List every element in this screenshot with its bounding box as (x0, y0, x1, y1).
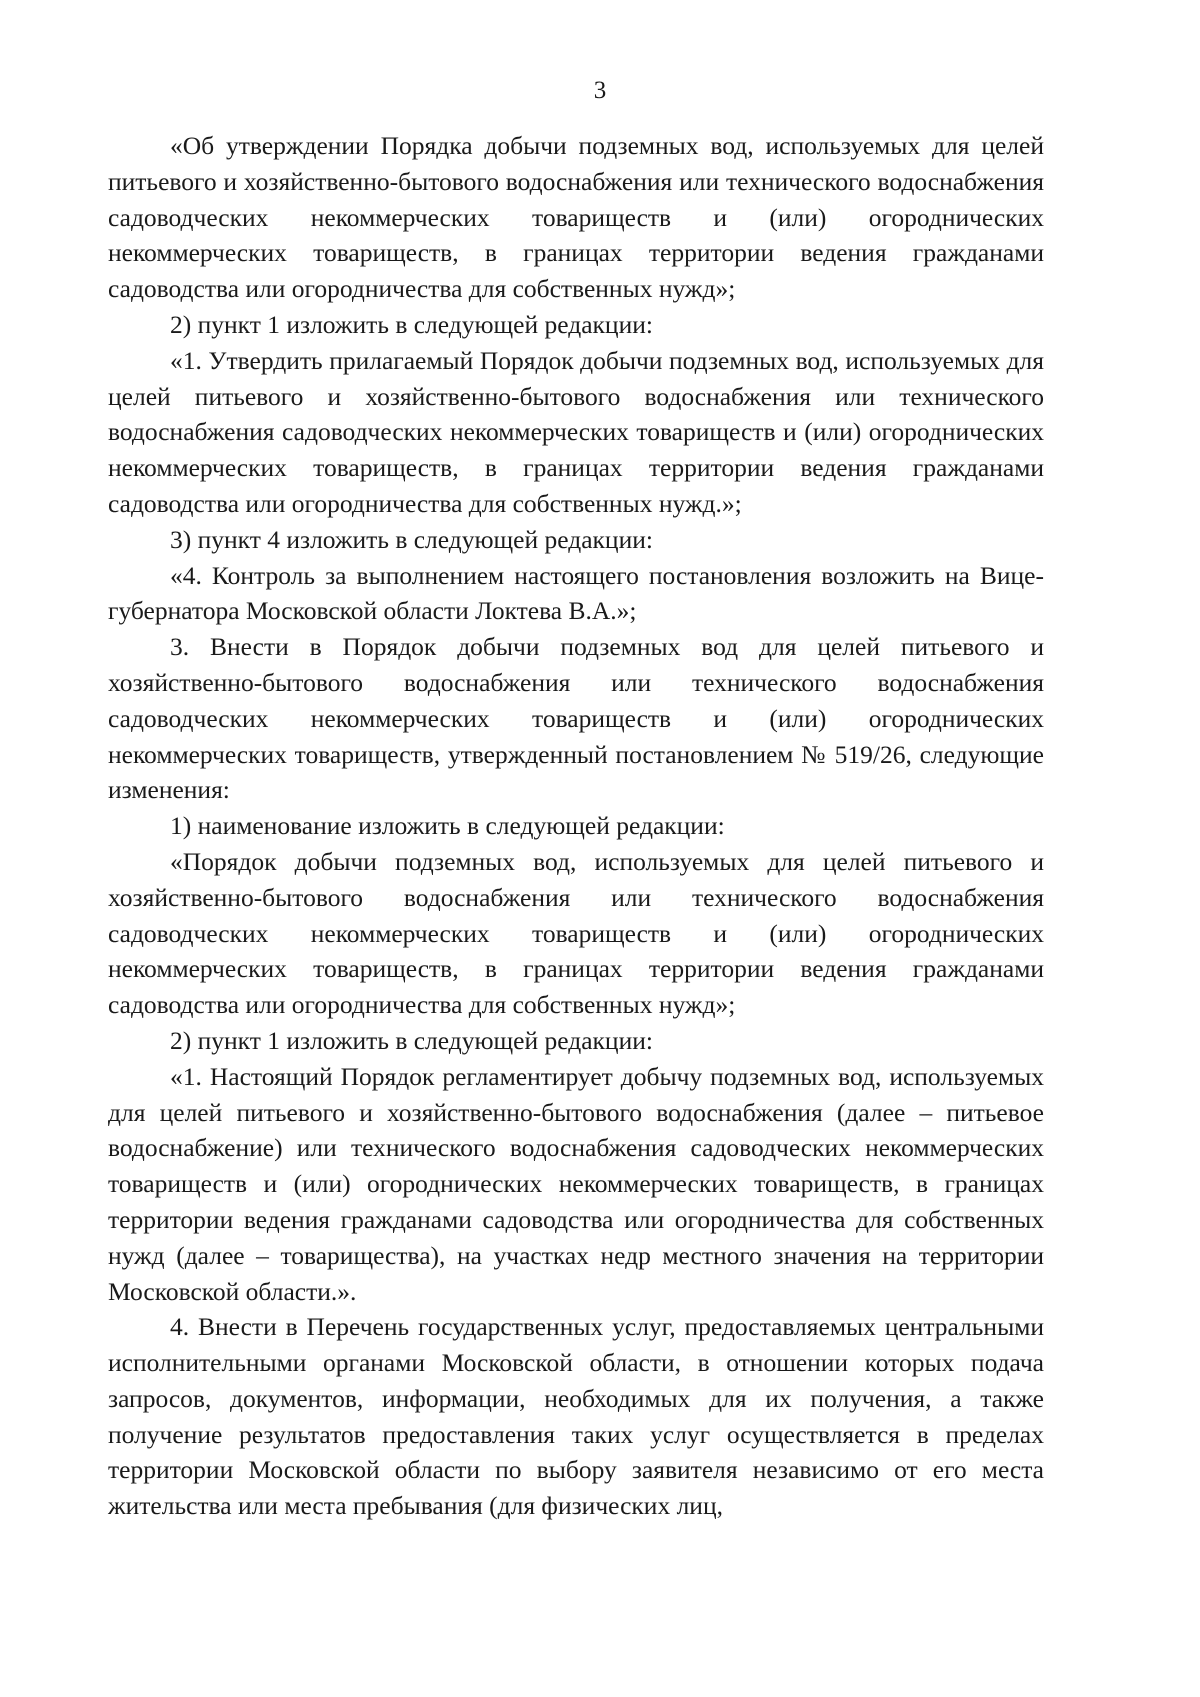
document-body (108, 128, 1044, 1524)
paragraph-section-4: 4. Внести в Перечень государственных услуг, предоставляемых центральными исполнительными органами Московской области, в отношении которых подача запросов, документов, информации, необходимых для их получения, а также получение результатов предоставления таких услуг осуществляется в пределах территории Московской области по выбору заявителя независимо от его места жительства или места пребывания (для физических лиц, (108, 1312, 1044, 1521)
page-number: 3 (593, 77, 607, 104)
paragraph-section-3: 3. Внести в Порядок добычи подземных вод для целей питьевого и хозяйственно-бытового водоснабжения или технического водоснабжения садоводческих некоммерческих товариществ и (или) огороднических некоммерческих товариществ, утвержденный постановлением № 519/26, следующие изменения: (108, 632, 1044, 805)
paragraph-name-text: «Порядок добычи подземных вод, используемых для целей питьевого и хозяйственно-бытового водоснабжения или технического водоснабжения садоводческих некоммерческих товариществ и (или) огороднических некоммерческих товариществ, в границах территории ведения гражданами садоводства или огородничества для собственных нужд»; (108, 846, 1044, 1020)
paragraph-item-3-clause-4: 3) пункт 4 изложить в следующей редакции: (170, 524, 653, 554)
paragraph-clause-1-regulation: «1. Настоящий Порядок регламентирует добычу подземных вод, используемых для целей питьевого и хозяйственно-бытового водоснабжения (далее – питьевое водоснабжение) или технического водоснабжения садоводческих некоммерческих товариществ и (или) огороднических некоммерческих товариществ, в границах территории ведения гражданами садоводства или огородничества для собственных нужд (далее – товарищества), на участках недр местного значения на территории Московской области.». (108, 1061, 1044, 1306)
paragraph-clause-1-text: «1. Утвердить прилагаемый Порядок добычи подземных вод, используемых для целей питьевого и хозяйственно-бытового водоснабжения или технического водоснабжения садоводческих некоммерческих товариществ и (или) огороднических некоммерческих товариществ, в границах территории ведения гражданами садоводства или огородничества для собственных нужд.»; (108, 345, 1044, 518)
paragraph-title-quote: «Об утверждении Порядка добычи подземных вод, используемых для целей питьевого и хозяйственно-бытового водоснабжения или технического водоснабжения садоводческих некоммерческих товариществ и (или) огороднических некоммерческих товариществ, в границах территории ведения гражданами садоводства или огородничества для собственных нужд»; (108, 131, 1044, 304)
paragraph-item-1-name: 1) наименование изложить в следующей редакции: (170, 811, 725, 841)
paragraph-clause-4-text: «4. Контроль за выполнением настоящего постановления возложить на Вице-губернатора Московской области Локтева В.А.»; (108, 560, 1044, 626)
paragraph-item-2-clause-1: 2) пункт 1 изложить в следующей редакции: (170, 309, 653, 339)
paragraph-item-2-clause-1-b: 2) пункт 1 изложить в следующей редакции: (170, 1025, 653, 1055)
